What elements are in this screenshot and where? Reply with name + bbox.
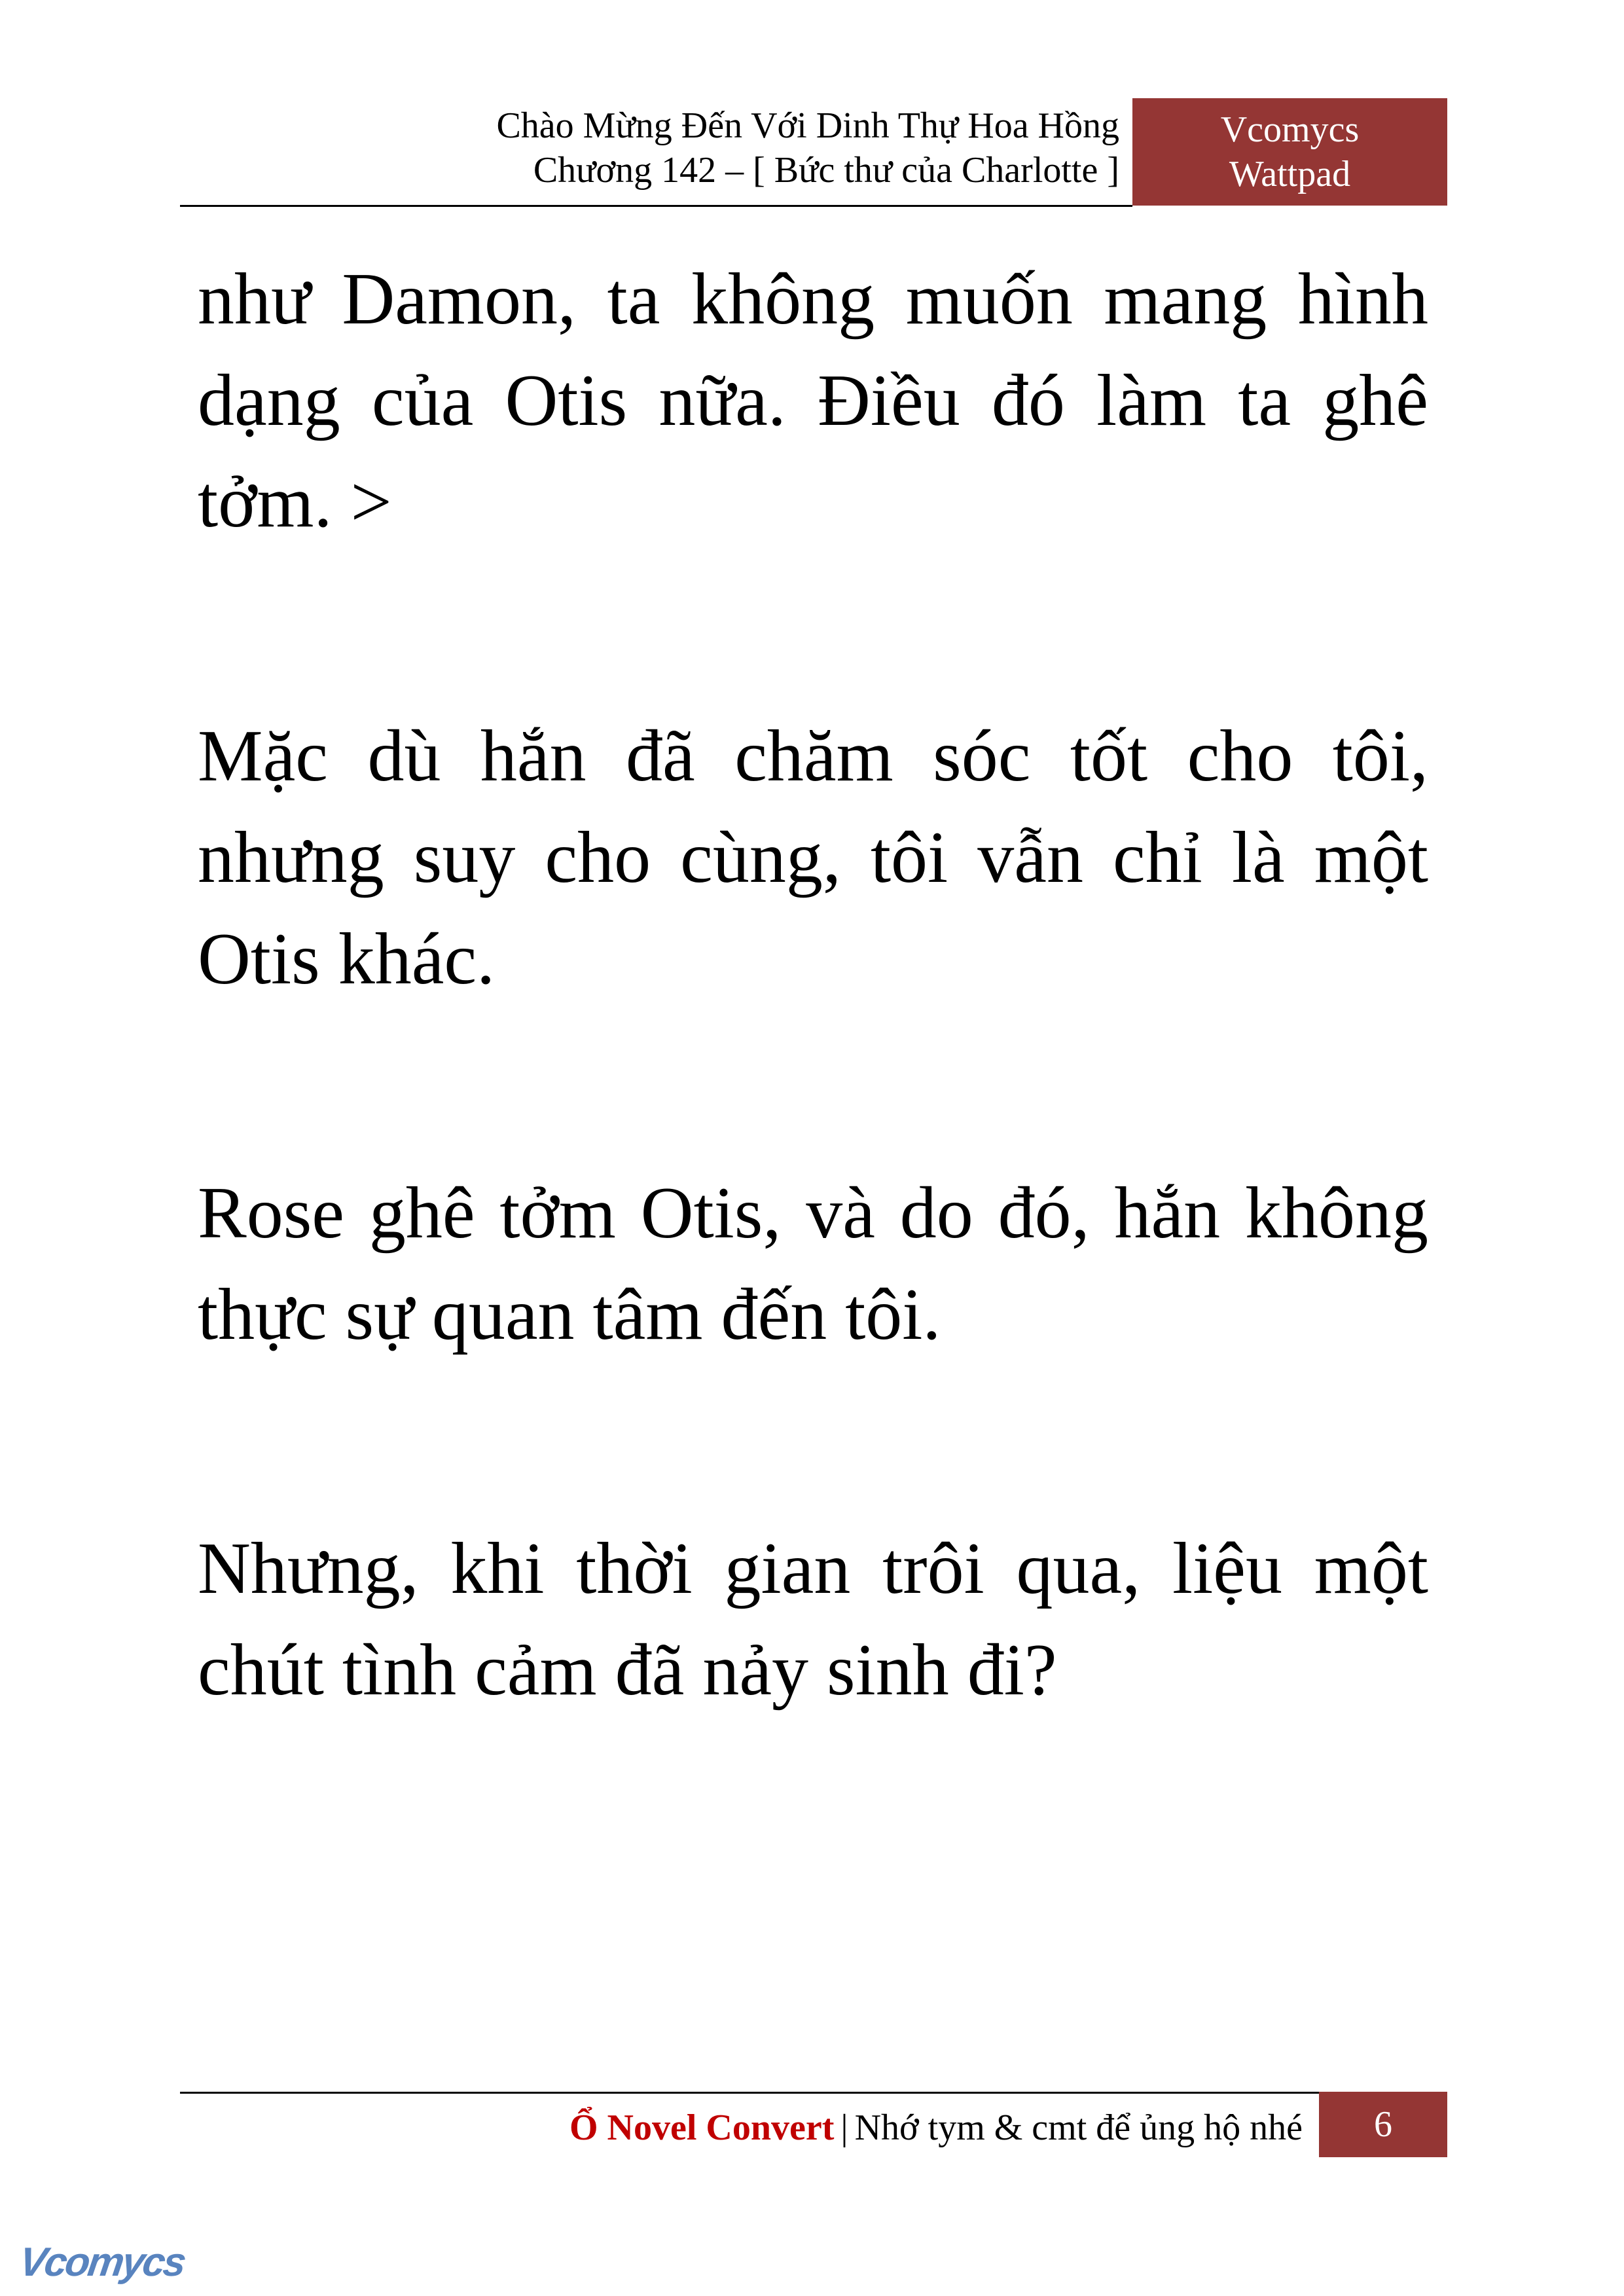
paragraph-3: Rose ghê tởm Otis, và do đó, hắn không thực sự quan tâm đến tôi. — [198, 1173, 1428, 1355]
header-divider — [180, 205, 1132, 207]
paragraph-1: như Damon, ta không muốn mang hình dạng của Otis nữa. Điều đó làm ta ghê tởm. > — [198, 259, 1428, 543]
paragraph-2: Mặc dù hắn đã chăm sóc tốt cho tôi, nhưng suy cho cùng, tôi vẫn chỉ là một Otis khác. — [198, 716, 1428, 1000]
publisher-badge — [1132, 98, 1447, 206]
badge-line-1: Vcomycs — [1220, 109, 1360, 150]
footer-note: Nhớ tym & cmt để ủng hộ nhé — [854, 2107, 1303, 2148]
page-body — [198, 249, 1428, 1721]
paragraph-4: Nhưng, khi thời gian trôi qua, liệu một chút tình cảm đã nảy sinh đi? — [198, 1528, 1428, 1711]
book-title: Chào Mừng Đến Với Dinh Thự Hoa Hồng — [496, 105, 1119, 146]
running-footer — [367, 2102, 1303, 2154]
page-number: 6 — [1319, 2092, 1447, 2157]
running-header — [367, 103, 1119, 192]
footer-brand: Ổ Novel Convert — [569, 2107, 835, 2148]
chapter-title: Chương 142 – [ Bức thư của Charlotte ] — [533, 150, 1119, 191]
watermark-logo: Vcomycs — [16, 2240, 188, 2285]
footer-divider — [180, 2092, 1319, 2094]
badge-line-2: Wattpad — [1229, 154, 1351, 194]
footer-separator: | — [840, 2107, 848, 2148]
